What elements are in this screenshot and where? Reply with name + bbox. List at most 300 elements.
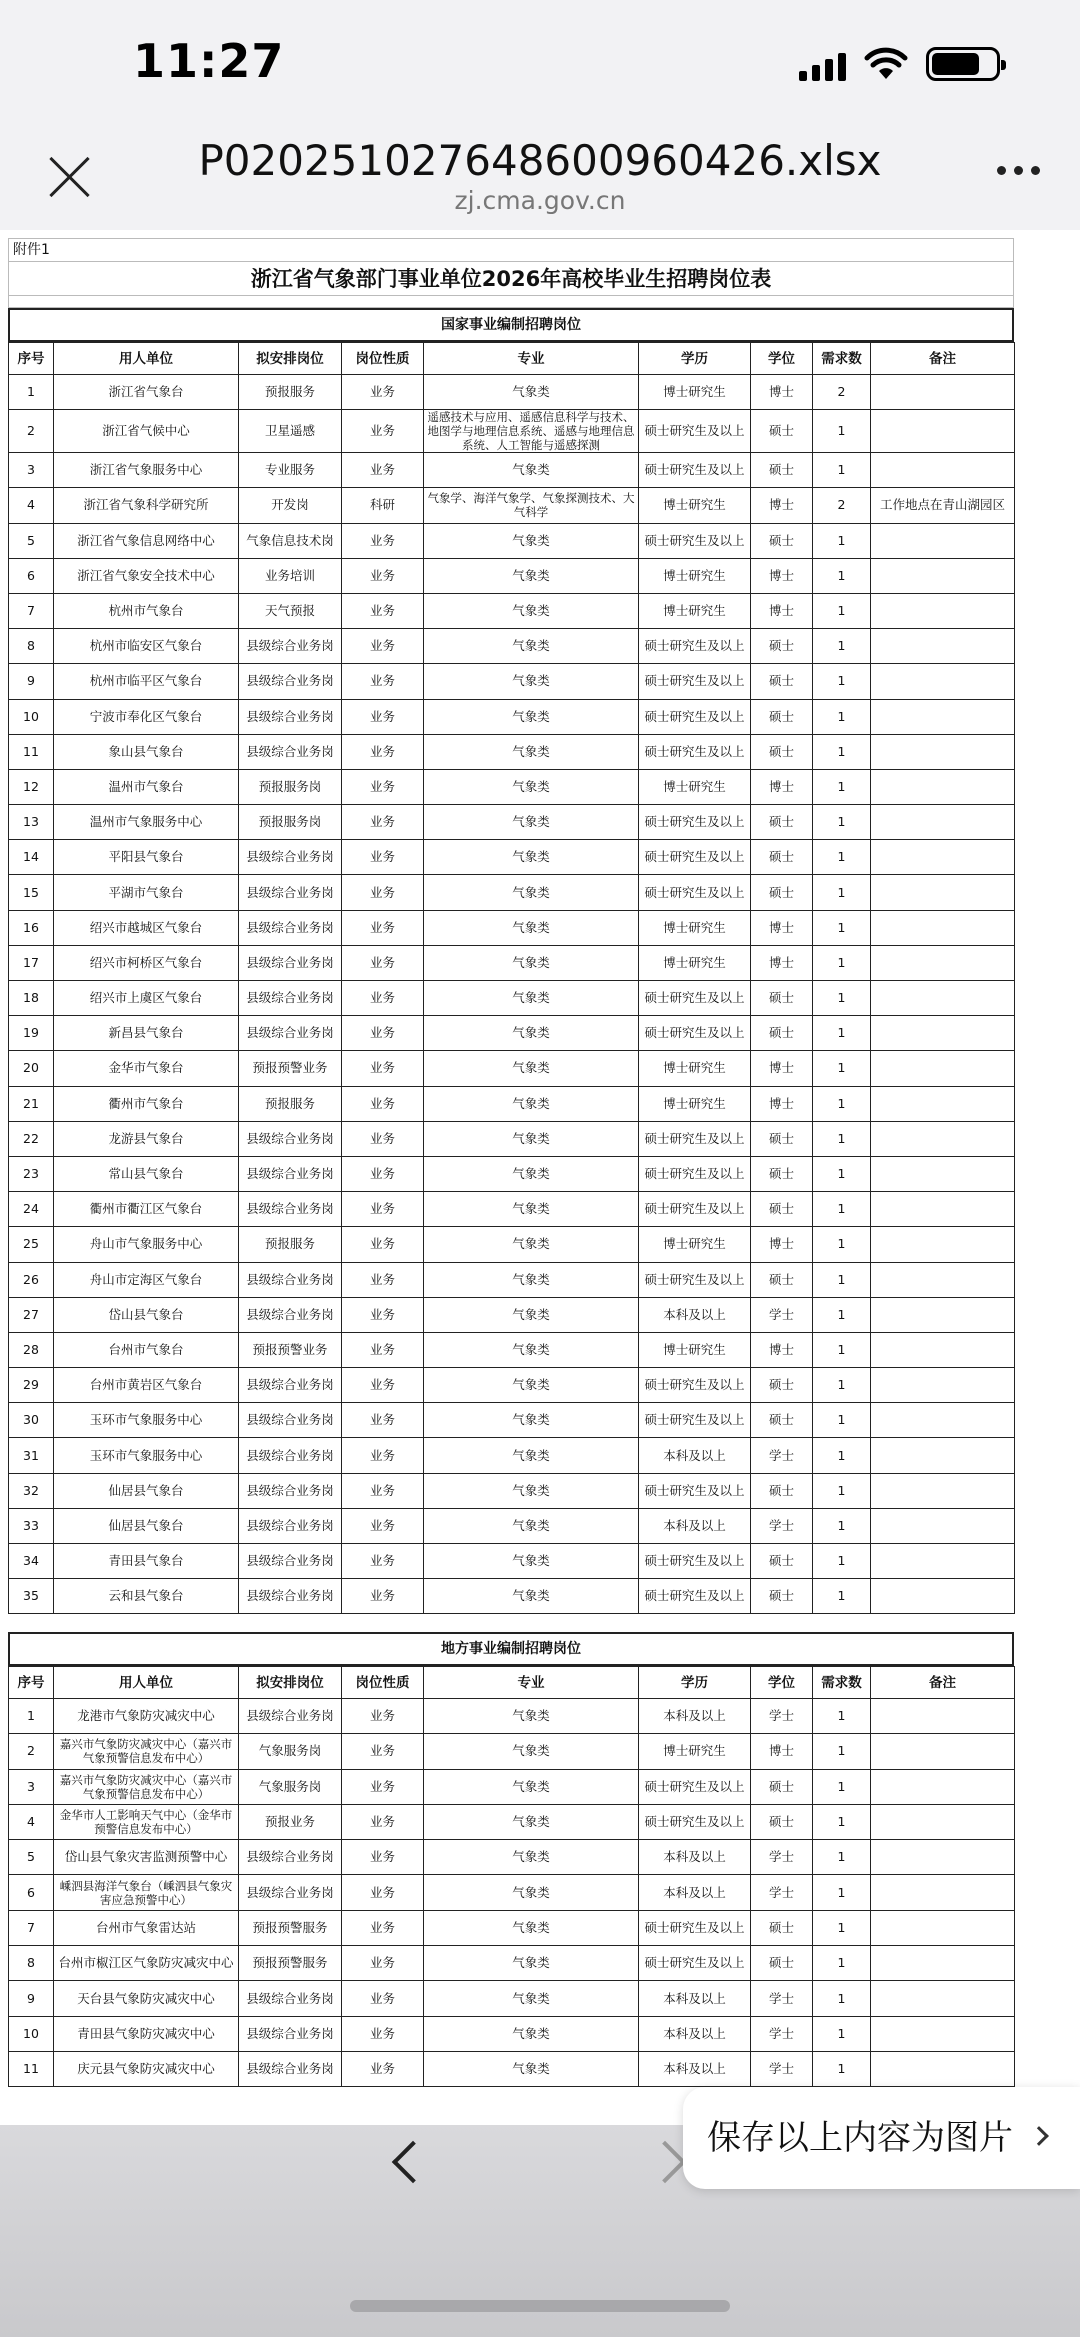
cell-headcount: 1 bbox=[813, 2051, 871, 2086]
cell-row-number: 34 bbox=[9, 1544, 54, 1579]
cell-education: 博士研究生 bbox=[639, 945, 751, 980]
national-positions-table bbox=[8, 342, 1015, 1614]
cell-education: 硕士研究生及以上 bbox=[639, 1368, 751, 1403]
cell-degree: 硕士 bbox=[751, 410, 813, 453]
cell-employer: 嵊泗县海洋气象台（嵊泗县气象灾害应急预警中心） bbox=[54, 1875, 239, 1910]
table-row bbox=[9, 981, 1015, 1016]
cell-row-number: 12 bbox=[9, 769, 54, 804]
cell-position: 气象信息技术岗 bbox=[239, 523, 342, 558]
cell-position: 预报服务 bbox=[239, 375, 342, 410]
cell-position: 预报预警服务 bbox=[239, 1946, 342, 1981]
cell-major: 气象类 bbox=[424, 1192, 639, 1227]
cell-row-number: 2 bbox=[9, 1734, 54, 1769]
cell-position-type: 业务 bbox=[342, 1332, 424, 1367]
cell-position-type: 业务 bbox=[342, 410, 424, 453]
cell-row-number: 8 bbox=[9, 1946, 54, 1981]
cell-position-type: 业务 bbox=[342, 1840, 424, 1875]
cell-degree: 硕士 bbox=[751, 1579, 813, 1614]
cell-position-type: 业务 bbox=[342, 945, 424, 980]
cell-major: 气象类 bbox=[424, 1368, 639, 1403]
cell-row-number: 22 bbox=[9, 1121, 54, 1156]
table-row bbox=[9, 840, 1015, 875]
cell-position: 县级综合业务岗 bbox=[239, 699, 342, 734]
cell-remarks bbox=[871, 593, 1015, 628]
cell-employer: 舟山市定海区气象台 bbox=[54, 1262, 239, 1297]
cell-row-number: 24 bbox=[9, 1192, 54, 1227]
cell-major: 气象类 bbox=[424, 453, 639, 488]
cell-position: 预报预警业务 bbox=[239, 1332, 342, 1367]
cell-education: 硕士研究生及以上 bbox=[639, 1544, 751, 1579]
save-as-image-button[interactable] bbox=[683, 2087, 1080, 2189]
table-row bbox=[9, 1262, 1015, 1297]
cell-major: 气象类 bbox=[424, 1769, 639, 1804]
column-header-remarks: 备注 bbox=[871, 343, 1015, 375]
cell-major: 气象类 bbox=[424, 1734, 639, 1769]
table-row bbox=[9, 1086, 1015, 1121]
cell-degree: 硕士 bbox=[751, 734, 813, 769]
cell-position-type: 业务 bbox=[342, 1016, 424, 1051]
cell-education: 硕士研究生及以上 bbox=[639, 1769, 751, 1804]
cell-employer: 浙江省气象安全技术中心 bbox=[54, 558, 239, 593]
cell-education: 博士研究生 bbox=[639, 375, 751, 410]
table-row bbox=[9, 523, 1015, 558]
cell-education: 硕士研究生及以上 bbox=[639, 875, 751, 910]
cell-education: 本科及以上 bbox=[639, 1840, 751, 1875]
cell-employer: 青田县气象防灾减灾中心 bbox=[54, 2016, 239, 2051]
cell-major: 气象类 bbox=[424, 558, 639, 593]
cell-remarks bbox=[871, 523, 1015, 558]
cell-headcount: 1 bbox=[813, 629, 871, 664]
cell-position: 县级综合业务岗 bbox=[239, 1156, 342, 1191]
table-row bbox=[9, 1910, 1015, 1945]
cell-row-number: 16 bbox=[9, 910, 54, 945]
cell-employer: 金华市气象台 bbox=[54, 1051, 239, 1086]
table-row bbox=[9, 664, 1015, 699]
cell-employer: 浙江省气象台 bbox=[54, 375, 239, 410]
cell-headcount: 1 bbox=[813, 1332, 871, 1367]
cell-employer: 仙居县气象台 bbox=[54, 1473, 239, 1508]
cell-headcount: 1 bbox=[813, 945, 871, 980]
cell-position-type: 业务 bbox=[342, 1579, 424, 1614]
cell-degree: 学士 bbox=[751, 1699, 813, 1734]
more-options-icon[interactable] bbox=[997, 166, 1040, 175]
cell-row-number: 26 bbox=[9, 1262, 54, 1297]
cell-education: 硕士研究生及以上 bbox=[639, 1473, 751, 1508]
cell-remarks bbox=[871, 1804, 1015, 1839]
cell-education: 本科及以上 bbox=[639, 1981, 751, 2016]
table-row bbox=[9, 375, 1015, 410]
cell-education: 博士研究生 bbox=[639, 1332, 751, 1367]
cell-position-type: 业务 bbox=[342, 375, 424, 410]
local-positions-table bbox=[8, 1666, 1015, 2087]
cell-position-type: 业务 bbox=[342, 1508, 424, 1543]
cell-headcount: 1 bbox=[813, 410, 871, 453]
cell-headcount: 1 bbox=[813, 593, 871, 628]
cell-remarks bbox=[871, 1086, 1015, 1121]
cell-position-type: 业务 bbox=[342, 453, 424, 488]
cell-major: 气象类 bbox=[424, 523, 639, 558]
cell-education: 硕士研究生及以上 bbox=[639, 1156, 751, 1191]
cell-remarks bbox=[871, 1016, 1015, 1051]
column-header-position: 拟安排岗位 bbox=[239, 1667, 342, 1699]
cell-education: 博士研究生 bbox=[639, 1051, 751, 1086]
cell-employer: 台州市椒江区气象防灾减灾中心 bbox=[54, 1946, 239, 1981]
cell-major: 气象类 bbox=[424, 375, 639, 410]
cell-education: 硕士研究生及以上 bbox=[639, 664, 751, 699]
column-header-position-type: 岗位性质 bbox=[342, 343, 424, 375]
table-row bbox=[9, 488, 1015, 523]
wifi-icon bbox=[864, 47, 908, 81]
cell-education: 硕士研究生及以上 bbox=[639, 699, 751, 734]
cell-headcount: 1 bbox=[813, 2016, 871, 2051]
cell-education: 本科及以上 bbox=[639, 2051, 751, 2086]
cell-major: 气象类 bbox=[424, 1508, 639, 1543]
cell-education: 硕士研究生及以上 bbox=[639, 1403, 751, 1438]
cell-education: 博士研究生 bbox=[639, 593, 751, 628]
cell-position-type: 业务 bbox=[342, 840, 424, 875]
cell-remarks bbox=[871, 453, 1015, 488]
cell-degree: 学士 bbox=[751, 2051, 813, 2086]
table-row bbox=[9, 1804, 1015, 1839]
cell-major: 气象类 bbox=[424, 1579, 639, 1614]
cell-headcount: 1 bbox=[813, 1297, 871, 1332]
cell-major: 气象类 bbox=[424, 1544, 639, 1579]
cell-headcount: 1 bbox=[813, 769, 871, 804]
status-time: 11:27 bbox=[133, 34, 285, 88]
cell-employer: 衢州市衢江区气象台 bbox=[54, 1192, 239, 1227]
cell-position-type: 业务 bbox=[342, 2016, 424, 2051]
cell-education: 本科及以上 bbox=[639, 1699, 751, 1734]
cell-position: 县级综合业务岗 bbox=[239, 1579, 342, 1614]
cell-employer: 台州市气象雷达站 bbox=[54, 1910, 239, 1945]
cell-row-number: 1 bbox=[9, 1699, 54, 1734]
cell-major: 气象类 bbox=[424, 1262, 639, 1297]
cell-education: 硕士研究生及以上 bbox=[639, 1262, 751, 1297]
table-row bbox=[9, 910, 1015, 945]
cell-degree: 硕士 bbox=[751, 981, 813, 1016]
cell-degree: 硕士 bbox=[751, 1910, 813, 1945]
cell-employer: 天台县气象防灾减灾中心 bbox=[54, 1981, 239, 2016]
cell-headcount: 1 bbox=[813, 1156, 871, 1191]
cell-position-type: 业务 bbox=[342, 910, 424, 945]
cell-position: 天气预报 bbox=[239, 593, 342, 628]
cell-headcount: 1 bbox=[813, 1840, 871, 1875]
column-header-major: 专业 bbox=[424, 1667, 639, 1699]
cell-position-type: 业务 bbox=[342, 1403, 424, 1438]
cell-employer: 新昌县气象台 bbox=[54, 1016, 239, 1051]
status-bar bbox=[0, 0, 1080, 130]
cell-position: 县级综合业务岗 bbox=[239, 1016, 342, 1051]
column-header-major: 专业 bbox=[424, 343, 639, 375]
cell-headcount: 1 bbox=[813, 453, 871, 488]
cell-major: 气象类 bbox=[424, 1227, 639, 1262]
cell-major: 气象学、海洋气象学、气象探测技术、大气科学 bbox=[424, 488, 639, 523]
file-domain: zj.cma.gov.cn bbox=[454, 186, 626, 215]
cell-major: 气象类 bbox=[424, 945, 639, 980]
cell-major: 气象类 bbox=[424, 1297, 639, 1332]
cell-row-number: 25 bbox=[9, 1227, 54, 1262]
cell-headcount: 1 bbox=[813, 699, 871, 734]
table-row bbox=[9, 699, 1015, 734]
cell-headcount: 1 bbox=[813, 1579, 871, 1614]
cell-position-type: 业务 bbox=[342, 629, 424, 664]
cell-position: 开发岗 bbox=[239, 488, 342, 523]
cell-position: 县级综合业务岗 bbox=[239, 1403, 342, 1438]
cell-education: 博士研究生 bbox=[639, 558, 751, 593]
table-row bbox=[9, 453, 1015, 488]
cell-remarks bbox=[871, 981, 1015, 1016]
cell-row-number: 2 bbox=[9, 410, 54, 453]
cell-major: 气象类 bbox=[424, 593, 639, 628]
national-section-heading: 国家事业编制招聘岗位 bbox=[8, 308, 1014, 342]
cell-major: 气象类 bbox=[424, 629, 639, 664]
cell-employer: 浙江省气象科学研究所 bbox=[54, 488, 239, 523]
cell-education: 硕士研究生及以上 bbox=[639, 1121, 751, 1156]
cell-remarks bbox=[871, 1840, 1015, 1875]
table-row bbox=[9, 2016, 1015, 2051]
cell-employer: 玉环市气象服务中心 bbox=[54, 1403, 239, 1438]
cell-education: 硕士研究生及以上 bbox=[639, 1946, 751, 1981]
cell-row-number: 32 bbox=[9, 1473, 54, 1508]
cell-major: 气象类 bbox=[424, 699, 639, 734]
cell-remarks bbox=[871, 734, 1015, 769]
local-section-heading: 地方事业编制招聘岗位 bbox=[8, 1632, 1014, 1666]
cell-headcount: 1 bbox=[813, 1804, 871, 1839]
cell-position: 预报预警服务 bbox=[239, 1910, 342, 1945]
cell-row-number: 4 bbox=[9, 1804, 54, 1839]
cell-position-type: 业务 bbox=[342, 1769, 424, 1804]
cell-remarks bbox=[871, 1403, 1015, 1438]
cell-row-number: 17 bbox=[9, 945, 54, 980]
home-indicator[interactable] bbox=[350, 2300, 730, 2312]
column-header-employer: 用人单位 bbox=[54, 343, 239, 375]
cell-major: 气象类 bbox=[424, 1804, 639, 1839]
table-row bbox=[9, 769, 1015, 804]
table-row bbox=[9, 1981, 1015, 2016]
cell-education: 硕士研究生及以上 bbox=[639, 1192, 751, 1227]
cell-headcount: 1 bbox=[813, 1403, 871, 1438]
cell-remarks bbox=[871, 1579, 1015, 1614]
cell-headcount: 1 bbox=[813, 805, 871, 840]
cell-row-number: 19 bbox=[9, 1016, 54, 1051]
cell-row-number: 29 bbox=[9, 1368, 54, 1403]
cell-education: 本科及以上 bbox=[639, 1508, 751, 1543]
spacer-row bbox=[8, 296, 1014, 308]
viewer-header bbox=[0, 130, 1080, 230]
cell-remarks: 工作地点在青山湖园区 bbox=[871, 488, 1015, 523]
cell-position: 县级综合业务岗 bbox=[239, 945, 342, 980]
cell-degree: 硕士 bbox=[751, 1804, 813, 1839]
cell-headcount: 1 bbox=[813, 523, 871, 558]
cell-row-number: 30 bbox=[9, 1403, 54, 1438]
cell-position: 县级综合业务岗 bbox=[239, 1297, 342, 1332]
cell-major: 气象类 bbox=[424, 1946, 639, 1981]
close-icon[interactable] bbox=[44, 150, 96, 202]
table-row bbox=[9, 805, 1015, 840]
cell-position-type: 业务 bbox=[342, 1544, 424, 1579]
cell-degree: 博士 bbox=[751, 1734, 813, 1769]
cell-position: 县级综合业务岗 bbox=[239, 1121, 342, 1156]
cell-degree: 硕士 bbox=[751, 1946, 813, 1981]
cell-degree: 博士 bbox=[751, 488, 813, 523]
column-header-position: 拟安排岗位 bbox=[239, 343, 342, 375]
column-header-row-number: 序号 bbox=[9, 1667, 54, 1699]
table-row bbox=[9, 1156, 1015, 1191]
cell-position: 县级综合业务岗 bbox=[239, 1438, 342, 1473]
cell-headcount: 1 bbox=[813, 1473, 871, 1508]
cell-position: 县级综合业务岗 bbox=[239, 1262, 342, 1297]
cell-headcount: 1 bbox=[813, 1192, 871, 1227]
cell-position-type: 业务 bbox=[342, 1734, 424, 1769]
cell-education: 博士研究生 bbox=[639, 1227, 751, 1262]
cell-degree: 硕士 bbox=[751, 1121, 813, 1156]
cell-headcount: 1 bbox=[813, 1981, 871, 2016]
cell-row-number: 20 bbox=[9, 1051, 54, 1086]
cell-position: 县级综合业务岗 bbox=[239, 910, 342, 945]
cell-degree: 硕士 bbox=[751, 629, 813, 664]
cell-headcount: 1 bbox=[813, 1699, 871, 1734]
cell-degree: 硕士 bbox=[751, 1544, 813, 1579]
cell-position-type: 业务 bbox=[342, 1981, 424, 2016]
cell-position-type: 业务 bbox=[342, 558, 424, 593]
table-row bbox=[9, 734, 1015, 769]
file-name: P020251027648600960426.xlsx bbox=[198, 136, 882, 185]
column-header-degree: 学位 bbox=[751, 1667, 813, 1699]
cell-position-type: 业务 bbox=[342, 1262, 424, 1297]
cell-row-number: 6 bbox=[9, 1875, 54, 1910]
table-row bbox=[9, 1192, 1015, 1227]
cell-remarks bbox=[871, 2016, 1015, 2051]
cell-row-number: 13 bbox=[9, 805, 54, 840]
cell-employer: 温州市气象台 bbox=[54, 769, 239, 804]
cell-degree: 博士 bbox=[751, 1086, 813, 1121]
cell-employer: 象山县气象台 bbox=[54, 734, 239, 769]
cell-position: 预报业务 bbox=[239, 1804, 342, 1839]
cell-headcount: 1 bbox=[813, 1544, 871, 1579]
cell-position: 县级综合业务岗 bbox=[239, 1192, 342, 1227]
cell-remarks bbox=[871, 1875, 1015, 1910]
table-row bbox=[9, 875, 1015, 910]
cell-headcount: 1 bbox=[813, 1946, 871, 1981]
cell-employer: 青田县气象台 bbox=[54, 1544, 239, 1579]
table-row bbox=[9, 1508, 1015, 1543]
cell-position: 预报服务 bbox=[239, 1227, 342, 1262]
cell-position: 卫星遥感 bbox=[239, 410, 342, 453]
cell-major: 气象类 bbox=[424, 1156, 639, 1191]
cell-employer: 平湖市气象台 bbox=[54, 875, 239, 910]
cell-row-number: 18 bbox=[9, 981, 54, 1016]
cell-position: 县级综合业务岗 bbox=[239, 2016, 342, 2051]
cell-position-type: 业务 bbox=[342, 1804, 424, 1839]
cell-headcount: 1 bbox=[813, 910, 871, 945]
cell-major: 气象类 bbox=[424, 2051, 639, 2086]
cell-position-type: 业务 bbox=[342, 1875, 424, 1910]
cell-remarks bbox=[871, 1734, 1015, 1769]
table-row bbox=[9, 410, 1015, 453]
table-row bbox=[9, 1051, 1015, 1086]
cell-headcount: 1 bbox=[813, 840, 871, 875]
cell-major: 气象类 bbox=[424, 734, 639, 769]
cell-education: 本科及以上 bbox=[639, 1875, 751, 1910]
cell-position-type: 业务 bbox=[342, 1910, 424, 1945]
column-header-headcount: 需求数 bbox=[813, 1667, 871, 1699]
cell-education: 本科及以上 bbox=[639, 1438, 751, 1473]
cell-degree: 硕士 bbox=[751, 699, 813, 734]
cell-education: 硕士研究生及以上 bbox=[639, 1579, 751, 1614]
cell-major: 气象类 bbox=[424, 2016, 639, 2051]
cell-row-number: 3 bbox=[9, 1769, 54, 1804]
cell-position-type: 业务 bbox=[342, 769, 424, 804]
cell-position: 预报服务 bbox=[239, 1086, 342, 1121]
cell-remarks bbox=[871, 1473, 1015, 1508]
cell-headcount: 1 bbox=[813, 1051, 871, 1086]
cell-degree: 学士 bbox=[751, 1508, 813, 1543]
cell-position: 县级综合业务岗 bbox=[239, 1875, 342, 1910]
table-row bbox=[9, 1403, 1015, 1438]
cell-remarks bbox=[871, 699, 1015, 734]
cell-position-type: 业务 bbox=[342, 699, 424, 734]
cell-row-number: 35 bbox=[9, 1579, 54, 1614]
cell-remarks bbox=[871, 1508, 1015, 1543]
table-row bbox=[9, 945, 1015, 980]
cell-headcount: 1 bbox=[813, 664, 871, 699]
cell-remarks bbox=[871, 629, 1015, 664]
cell-remarks bbox=[871, 1332, 1015, 1367]
column-header-degree: 学位 bbox=[751, 343, 813, 375]
cell-major: 气象类 bbox=[424, 1438, 639, 1473]
cell-employer: 平阳县气象台 bbox=[54, 840, 239, 875]
cell-education: 博士研究生 bbox=[639, 910, 751, 945]
cell-position-type: 业务 bbox=[342, 1192, 424, 1227]
table-row bbox=[9, 1473, 1015, 1508]
cell-row-number: 6 bbox=[9, 558, 54, 593]
cell-degree: 学士 bbox=[751, 1438, 813, 1473]
spreadsheet-document[interactable] bbox=[0, 230, 1080, 2125]
cell-position-type: 业务 bbox=[342, 1368, 424, 1403]
cell-row-number: 21 bbox=[9, 1086, 54, 1121]
cell-row-number: 23 bbox=[9, 1156, 54, 1191]
cell-education: 硕士研究生及以上 bbox=[639, 453, 751, 488]
cell-row-number: 28 bbox=[9, 1332, 54, 1367]
table-row bbox=[9, 1699, 1015, 1734]
cell-degree: 博士 bbox=[751, 375, 813, 410]
cell-degree: 博士 bbox=[751, 593, 813, 628]
cell-headcount: 1 bbox=[813, 1769, 871, 1804]
cell-degree: 学士 bbox=[751, 1981, 813, 2016]
cell-major: 气象类 bbox=[424, 1875, 639, 1910]
cell-education: 博士研究生 bbox=[639, 1734, 751, 1769]
table-header-row bbox=[9, 343, 1015, 375]
cell-degree: 学士 bbox=[751, 1840, 813, 1875]
cell-remarks bbox=[871, 1699, 1015, 1734]
cell-employer: 浙江省气象信息网络中心 bbox=[54, 523, 239, 558]
table-row bbox=[9, 1121, 1015, 1156]
cell-position: 县级综合业务岗 bbox=[239, 1840, 342, 1875]
cell-degree: 硕士 bbox=[751, 1156, 813, 1191]
cell-position-type: 业务 bbox=[342, 1699, 424, 1734]
cell-headcount: 1 bbox=[813, 1508, 871, 1543]
cell-major: 气象类 bbox=[424, 1699, 639, 1734]
cell-remarks bbox=[871, 1544, 1015, 1579]
cell-remarks bbox=[871, 1262, 1015, 1297]
cell-position: 气象服务岗 bbox=[239, 1734, 342, 1769]
cell-position: 县级综合业务岗 bbox=[239, 664, 342, 699]
cell-remarks bbox=[871, 1156, 1015, 1191]
cell-degree: 博士 bbox=[751, 769, 813, 804]
cell-position-type: 业务 bbox=[342, 805, 424, 840]
cell-major: 气象类 bbox=[424, 1840, 639, 1875]
cell-position-type: 业务 bbox=[342, 1946, 424, 1981]
